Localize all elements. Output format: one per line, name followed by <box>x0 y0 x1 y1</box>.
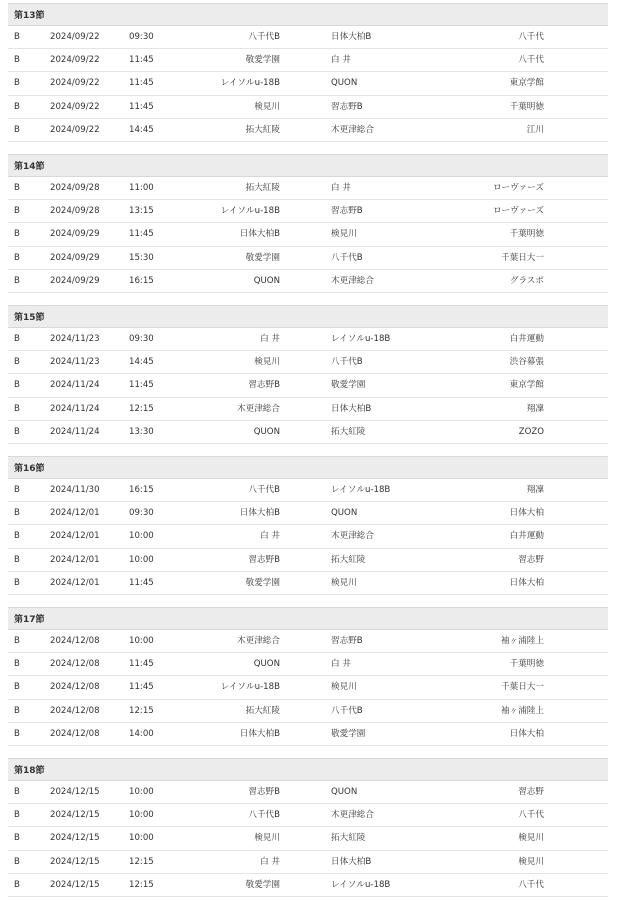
home-team: 拓大紅陵 <box>245 183 280 193</box>
home-team: 八千代B <box>248 810 280 821</box>
match-date: 2024/09/29 <box>50 252 100 263</box>
match-category: B <box>14 577 20 588</box>
match-category: B <box>14 636 20 646</box>
match-venue: 日体大柏 <box>509 508 544 519</box>
away-team: 木更津総合 <box>331 810 374 821</box>
match-date: 2024/12/08 <box>50 682 100 693</box>
home-team: 白 井 <box>260 531 280 542</box>
home-team: レイソルu-18B <box>220 206 280 217</box>
match-venue: 千葉明徳 <box>509 101 544 112</box>
match-venue: 白井運動 <box>509 531 544 542</box>
away-team: QUON <box>331 508 358 519</box>
home-team: 木更津総合 <box>237 636 280 646</box>
match-venue: ローヴァーズ <box>492 183 544 193</box>
match-row <box>8 630 608 653</box>
match-date: 2024/12/15 <box>50 879 100 890</box>
match-venue: 東京学館 <box>509 78 544 89</box>
kickoff-time: 11:45 <box>129 380 154 391</box>
match-category: B <box>14 787 20 797</box>
match-date: 2024/12/01 <box>50 554 100 565</box>
match-venue: 千葉日大一 <box>501 682 544 693</box>
kickoff-time: 11:45 <box>129 682 154 693</box>
match-category: B <box>14 380 20 391</box>
match-venue: 日体大柏 <box>509 728 544 739</box>
match-row <box>8 502 608 525</box>
match-date: 2024/09/22 <box>50 55 100 66</box>
match-category: B <box>14 856 20 867</box>
kickoff-time: 09:30 <box>129 508 154 519</box>
kickoff-time: 10:00 <box>129 833 154 844</box>
kickoff-time: 12:15 <box>129 403 154 414</box>
home-team: 敬愛学園 <box>245 252 280 263</box>
home-team: 敬愛学園 <box>245 55 280 66</box>
match-row <box>8 119 608 142</box>
match-category: B <box>14 810 20 821</box>
match-date: 2024/11/24 <box>50 380 100 391</box>
match-row <box>8 177 608 200</box>
match-row <box>8 781 608 804</box>
match-date: 2024/11/24 <box>50 426 100 437</box>
away-team: レイソルu-18B <box>331 334 391 344</box>
match-category: B <box>14 32 20 42</box>
match-date: 2024/09/22 <box>50 124 100 135</box>
match-row <box>8 374 608 397</box>
match-category: B <box>14 682 20 693</box>
match-venue: 袖ヶ浦陸上 <box>501 636 544 646</box>
kickoff-time: 11:45 <box>129 101 154 112</box>
away-team: 木更津総合 <box>331 531 374 542</box>
match-category: B <box>14 728 20 739</box>
away-team: 検見川 <box>331 682 357 693</box>
match-venue: 千葉明徳 <box>509 659 544 670</box>
match-date: 2024/12/01 <box>50 577 100 588</box>
away-team: 敬愛学園 <box>331 380 366 391</box>
match-row <box>8 479 608 502</box>
match-category: B <box>14 659 20 670</box>
kickoff-time: 10:00 <box>129 554 154 565</box>
home-team: QUON <box>253 659 280 670</box>
home-team: 八千代B <box>248 485 280 495</box>
away-team: 白 井 <box>331 55 351 66</box>
home-team: 日体大柏B <box>239 229 280 240</box>
match-date: 2024/12/08 <box>50 705 100 716</box>
away-team: レイソルu-18B <box>331 485 391 495</box>
match-venue: ローヴァーズ <box>492 206 544 217</box>
match-row <box>8 328 608 351</box>
match-venue: ZOZO <box>518 426 544 437</box>
round-section <box>8 154 608 293</box>
match-category: B <box>14 554 20 565</box>
away-team: 木更津総合 <box>331 275 374 286</box>
away-team: 日体大柏B <box>331 403 372 414</box>
away-team: QUON <box>331 787 358 797</box>
match-category: B <box>14 101 20 112</box>
kickoff-time: 16:15 <box>129 485 154 495</box>
match-venue: 八千代 <box>518 32 544 42</box>
match-venue: 習志野 <box>518 787 544 797</box>
match-date: 2024/12/15 <box>50 833 100 844</box>
match-row <box>8 223 608 246</box>
match-row <box>8 247 608 270</box>
match-row <box>8 827 608 850</box>
match-date: 2024/11/23 <box>50 334 100 344</box>
kickoff-time: 09:30 <box>129 334 154 344</box>
away-team: 日体大柏B <box>331 32 372 42</box>
away-team: 検見川 <box>331 577 357 588</box>
kickoff-time: 13:15 <box>129 206 154 217</box>
kickoff-time: 11:45 <box>129 577 154 588</box>
round-section <box>8 758 608 897</box>
home-team: 日体大柏B <box>239 728 280 739</box>
home-team: 八千代B <box>248 32 280 42</box>
kickoff-time: 11:45 <box>129 55 154 66</box>
away-team: QUON <box>331 78 358 89</box>
home-team: 白 井 <box>260 856 280 867</box>
match-venue: 渋谷幕張 <box>509 357 544 368</box>
away-team: 八千代B <box>331 252 363 263</box>
match-category: B <box>14 485 20 495</box>
home-team: 敬愛学園 <box>245 879 280 890</box>
match-venue: 日体大柏 <box>509 577 544 588</box>
match-row <box>8 549 608 572</box>
match-venue: 白井運動 <box>509 334 544 344</box>
round-title: 第15節 <box>8 305 608 328</box>
match-row <box>8 26 608 49</box>
kickoff-time: 14:45 <box>129 357 154 368</box>
match-date: 2024/09/22 <box>50 32 100 42</box>
match-category: B <box>14 55 20 66</box>
match-date: 2024/12/15 <box>50 856 100 867</box>
kickoff-time: 10:00 <box>129 531 154 542</box>
match-row <box>8 676 608 699</box>
kickoff-time: 14:00 <box>129 728 154 739</box>
home-team: 木更津総合 <box>237 403 280 414</box>
home-team: 習志野B <box>248 380 280 391</box>
home-team: レイソルu-18B <box>220 78 280 89</box>
match-date: 2024/09/22 <box>50 78 100 89</box>
match-date: 2024/09/28 <box>50 206 100 217</box>
round-section <box>8 607 608 746</box>
match-category: B <box>14 531 20 542</box>
kickoff-time: 13:30 <box>129 426 154 437</box>
kickoff-time: 11:45 <box>129 229 154 240</box>
away-team: 敬愛学園 <box>331 728 366 739</box>
kickoff-time: 14:45 <box>129 124 154 135</box>
match-row <box>8 398 608 421</box>
match-row <box>8 700 608 723</box>
away-team: 習志野B <box>331 101 363 112</box>
kickoff-time: 11:00 <box>129 183 154 193</box>
match-category: B <box>14 508 20 519</box>
match-venue: 習志野 <box>518 554 544 565</box>
match-category: B <box>14 705 20 716</box>
match-venue: 八千代 <box>518 55 544 66</box>
match-venue: 八千代 <box>518 879 544 890</box>
round-title: 第18節 <box>8 758 608 781</box>
match-date: 2024/09/28 <box>50 183 100 193</box>
kickoff-time: 16:15 <box>129 275 154 286</box>
match-category: B <box>14 229 20 240</box>
away-team: 木更津総合 <box>331 124 374 135</box>
kickoff-time: 10:00 <box>129 636 154 646</box>
away-team: 白 井 <box>331 659 351 670</box>
round-title: 第13節 <box>8 3 608 26</box>
match-date: 2024/09/29 <box>50 275 100 286</box>
match-date: 2024/12/01 <box>50 508 100 519</box>
match-row <box>8 49 608 72</box>
round-section <box>8 456 608 595</box>
kickoff-time: 10:00 <box>129 810 154 821</box>
match-category: B <box>14 334 20 344</box>
match-row <box>8 200 608 223</box>
match-venue: 検見川 <box>518 833 544 844</box>
away-team: 日体大柏B <box>331 856 372 867</box>
match-row <box>8 421 608 444</box>
home-team: 拓大紅陵 <box>245 124 280 135</box>
home-team: 検見川 <box>254 101 280 112</box>
match-category: B <box>14 833 20 844</box>
match-row <box>8 851 608 874</box>
match-venue: 千葉明徳 <box>509 229 544 240</box>
kickoff-time: 12:15 <box>129 879 154 890</box>
match-date: 2024/11/30 <box>50 485 100 495</box>
away-team: 八千代B <box>331 705 363 716</box>
match-venue: 江川 <box>526 124 544 135</box>
match-category: B <box>14 124 20 135</box>
match-date: 2024/12/15 <box>50 810 100 821</box>
away-team: 拓大紅陵 <box>331 426 366 437</box>
kickoff-time: 12:15 <box>129 705 154 716</box>
match-venue: 翔凜 <box>526 485 544 495</box>
match-date: 2024/12/08 <box>50 728 100 739</box>
match-date: 2024/12/15 <box>50 787 100 797</box>
home-team: 日体大柏B <box>239 508 280 519</box>
match-row <box>8 653 608 676</box>
match-venue: 検見川 <box>518 856 544 867</box>
kickoff-time: 11:45 <box>129 659 154 670</box>
away-team: 検見川 <box>331 229 357 240</box>
kickoff-time: 15:30 <box>129 252 154 263</box>
away-team: 八千代B <box>331 357 363 368</box>
home-team: QUON <box>253 426 280 437</box>
home-team: QUON <box>253 275 280 286</box>
match-category: B <box>14 183 20 193</box>
match-date: 2024/09/29 <box>50 229 100 240</box>
match-category: B <box>14 252 20 263</box>
away-team: 拓大紅陵 <box>331 554 366 565</box>
kickoff-time: 10:00 <box>129 787 154 797</box>
match-category: B <box>14 78 20 89</box>
match-date: 2024/11/24 <box>50 403 100 414</box>
match-row <box>8 351 608 374</box>
match-date: 2024/12/08 <box>50 636 100 646</box>
home-team: レイソルu-18B <box>220 682 280 693</box>
kickoff-time: 11:45 <box>129 78 154 89</box>
match-row <box>8 96 608 119</box>
round-title: 第14節 <box>8 154 608 177</box>
match-row <box>8 525 608 548</box>
round-title: 第17節 <box>8 607 608 630</box>
match-category: B <box>14 275 20 286</box>
kickoff-time: 09:30 <box>129 32 154 42</box>
match-row <box>8 572 608 595</box>
away-team: 習志野B <box>331 206 363 217</box>
match-venue: 袖ヶ浦陸上 <box>501 705 544 716</box>
home-team: 検見川 <box>254 833 280 844</box>
away-team: レイソルu-18B <box>331 879 391 890</box>
match-date: 2024/11/23 <box>50 357 100 368</box>
round-section <box>8 3 608 142</box>
home-team: 習志野B <box>248 787 280 797</box>
match-category: B <box>14 403 20 414</box>
match-venue: 翔凜 <box>526 403 544 414</box>
away-team: 白 井 <box>331 183 351 193</box>
match-venue: 東京学館 <box>509 380 544 391</box>
match-venue: 千葉日大一 <box>501 252 544 263</box>
match-row <box>8 804 608 827</box>
match-date: 2024/09/22 <box>50 101 100 112</box>
round-section <box>8 305 608 444</box>
match-row <box>8 874 608 897</box>
away-team: 拓大紅陵 <box>331 833 366 844</box>
home-team: 拓大紅陵 <box>245 705 280 716</box>
match-date: 2024/12/01 <box>50 531 100 542</box>
match-date: 2024/12/08 <box>50 659 100 670</box>
round-title: 第16節 <box>8 456 608 479</box>
away-team: 習志野B <box>331 636 363 646</box>
match-row <box>8 723 608 746</box>
home-team: 習志野B <box>248 554 280 565</box>
match-category: B <box>14 206 20 217</box>
match-category: B <box>14 426 20 437</box>
match-category: B <box>14 357 20 368</box>
match-row <box>8 72 608 95</box>
match-venue: 八千代 <box>518 810 544 821</box>
match-row <box>8 270 608 293</box>
match-category: B <box>14 879 20 890</box>
home-team: 白 井 <box>260 334 280 344</box>
match-venue: グラスポ <box>509 275 544 286</box>
home-team: 検見川 <box>254 357 280 368</box>
home-team: 敬愛学園 <box>245 577 280 588</box>
kickoff-time: 12:15 <box>129 856 154 867</box>
